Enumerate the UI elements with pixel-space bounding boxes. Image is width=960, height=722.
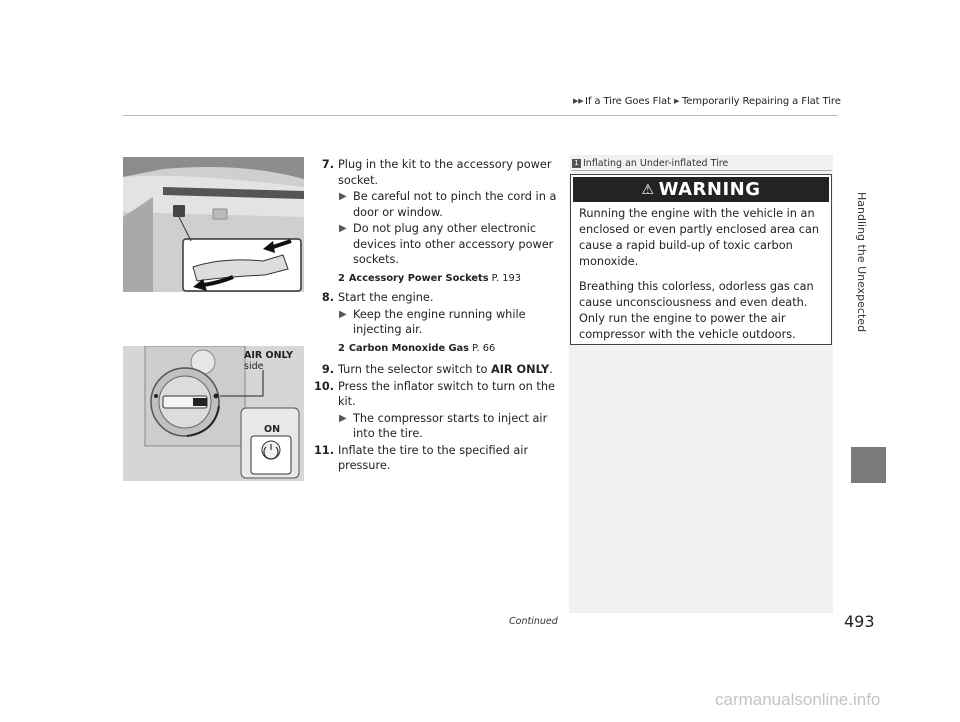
step-sub-item	[312, 307, 567, 338]
breadcrumb	[573, 96, 841, 107]
triangle-right-icon: ▶	[339, 308, 347, 320]
step-item	[312, 443, 567, 474]
header-divider	[123, 115, 838, 116]
step-text-end: .	[549, 363, 553, 376]
page-reference[interactable]	[312, 341, 567, 357]
step-text: Turn the selector switch to	[338, 363, 491, 376]
side-tab-marker	[851, 447, 886, 483]
step-sub-item	[312, 221, 567, 268]
step-item	[312, 157, 567, 188]
step-sub-item	[312, 189, 567, 220]
step-number: 10.	[313, 379, 334, 393]
warning-paragraph: Breathing this colorless, odorless gas can cause unconsciousness and even death. Only run the engine to power the air compressor with the vehicle outdoors.	[579, 280, 814, 341]
sub-text: The compressor starts to inject air into the tire.	[353, 411, 548, 440]
breadcrumb-item[interactable]: If a Tire Goes Flat	[585, 96, 671, 107]
air-only-callout-line2: side	[244, 361, 264, 372]
double-triangle-right-icon: ▶▶	[573, 97, 584, 105]
note-title-text: Inflating an Under-inflated Tire	[583, 158, 729, 169]
step-text: Start the engine.	[338, 291, 434, 304]
watermark: carmanualsonline.info	[715, 690, 881, 709]
reference-page[interactable]: P. 193	[491, 272, 521, 284]
sub-text: Keep the engine running while injecting air.	[353, 307, 526, 336]
note-divider	[572, 170, 832, 171]
step-number: 7.	[321, 158, 334, 171]
side-tab-label[interactable]: Handling the Unexpected	[855, 192, 868, 333]
step-item	[312, 362, 567, 378]
triangle-right-icon: ▶	[339, 223, 347, 234]
air-only-term: AIR ONLY	[490, 363, 550, 376]
air-only-callout-line1: AIR ONLY	[244, 350, 293, 361]
page-reference[interactable]	[312, 271, 567, 287]
alert-triangle-icon: ⚠	[641, 182, 655, 198]
triangle-right-icon: ▶	[339, 191, 347, 202]
page-number: 493	[844, 612, 875, 631]
accessory-socket-figure	[123, 157, 304, 292]
reference-name[interactable]: Carbon Monoxide Gas	[348, 342, 470, 354]
warning-label: WARNING	[658, 179, 761, 200]
warning-paragraph: Running the engine with the vehicle in an enclosed or even partly enclosed area can cause a rapid build-up of toxic carbon monoxide.	[579, 207, 820, 268]
triangle-right-icon: ▶	[673, 97, 680, 105]
step-number: 9.	[321, 363, 334, 376]
step-number: 8.	[321, 291, 334, 304]
continued-label: Continued	[509, 616, 558, 627]
reference-name[interactable]: Accessory Power Sockets	[348, 272, 489, 284]
step-item	[312, 379, 567, 410]
steps-list	[312, 157, 567, 474]
sub-text: Do not plug any other electronic devices into other accessory power sockets.	[353, 222, 554, 266]
warning-body	[579, 206, 825, 352]
step-sub-item	[312, 411, 567, 442]
warning-header	[573, 177, 829, 202]
reference-arrow-icon: 2	[338, 342, 345, 354]
step-text: Plug in the kit to the accessory power socket.	[338, 158, 552, 187]
warning-box	[570, 174, 832, 345]
step-number: 11.	[313, 443, 334, 457]
step-item	[312, 290, 567, 306]
sub-text: Be careful not to pinch the cord in a door or window.	[353, 190, 557, 219]
selector-switch-figure	[123, 346, 304, 481]
reference-page[interactable]: P. 66	[472, 342, 496, 354]
step-text: Press the inflator switch to turn on the kit.	[338, 379, 555, 408]
breadcrumb-item[interactable]: Temporarily Repairing a Flat Tire	[681, 96, 841, 107]
reference-arrow-icon: 2	[338, 272, 345, 284]
step-text: Inflate the tire to the specified air pressure.	[338, 443, 529, 472]
on-button-label: ON	[264, 424, 281, 435]
note-marker: 1	[572, 159, 581, 168]
triangle-right-icon: ▶	[339, 412, 347, 424]
note-title	[572, 158, 728, 169]
